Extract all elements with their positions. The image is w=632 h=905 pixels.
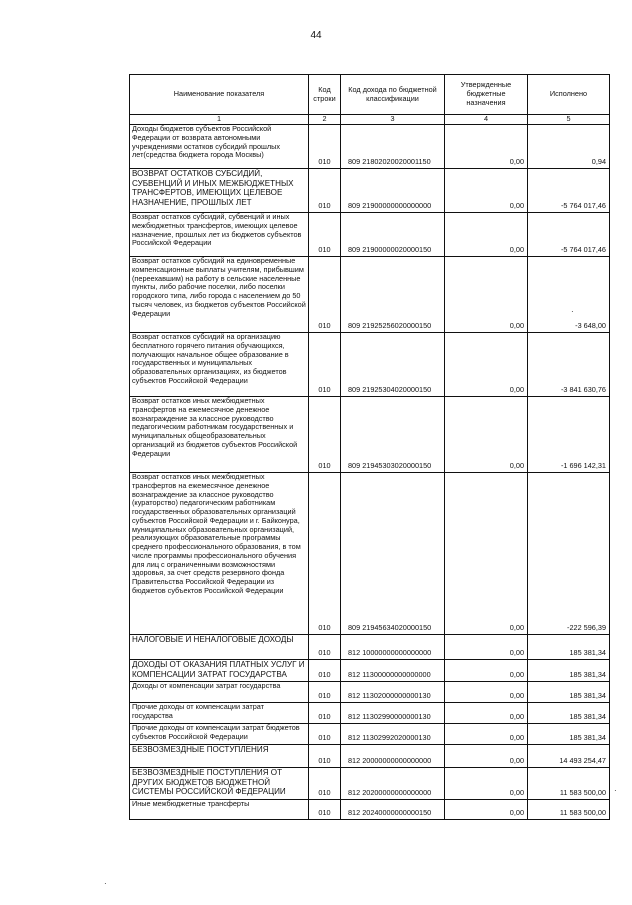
row-executed: -5 764 017,46 <box>528 169 610 213</box>
row-approved: 0,00 <box>445 745 528 768</box>
row-income-code: 812 20200000000000000 <box>341 768 445 800</box>
row-name: Прочие доходы от компенсации затрат государства <box>130 703 309 724</box>
row-executed: -5 764 017,46 <box>528 213 610 257</box>
row-income-code: 812 20240000000000150 <box>341 800 445 820</box>
table-row <box>130 397 610 473</box>
table-row <box>130 169 610 213</box>
row-approved: 0,00 <box>445 473 528 635</box>
row-income-code: 809 21900000020000150 <box>341 213 445 257</box>
col-number: 5 <box>528 115 610 125</box>
row-executed: 0,94 <box>528 125 610 169</box>
row-name: Доходы бюджетов субъектов Российской Федерации от возврата автономными учреждениями остатков субсидий прошлых лет(средства бюджета города Москвы) <box>130 125 309 169</box>
page-number: 44 <box>310 30 322 41</box>
row-executed: -1 696 142,31 <box>528 397 610 473</box>
col-number: 2 <box>309 115 341 125</box>
scan-speck: · <box>104 879 107 888</box>
row-executed: 11 583 500,00 <box>528 768 610 800</box>
col-number: 3 <box>341 115 445 125</box>
row-name: ВОЗВРАТ ОСТАТКОВ СУБСИДИЙ, СУБВЕНЦИЙ И ИНЫХ МЕЖБЮДЖЕТНЫХ ТРАНСФЕРТОВ, ИМЕЮЩИХ ЦЕЛЕВОЕ НАЗНАЧЕНИЕ, ПРОШЛЫХ ЛЕТ <box>130 169 309 213</box>
row-code: 010 <box>309 724 341 745</box>
row-name: Возврат остатков иных межбюджетных трансфертов на ежемесячное денежное вознаграждение за классное руководство педагогическим работникам государственных и муниципальных общеобразовательных организаций из бюджетов субъектов Российской Федерации <box>130 397 309 473</box>
table-row <box>130 800 610 820</box>
row-approved: 0,00 <box>445 703 528 724</box>
row-code: 010 <box>309 800 341 820</box>
row-approved: 0,00 <box>445 682 528 703</box>
row-code: 010 <box>309 169 341 213</box>
row-name: Прочие доходы от компенсации затрат бюджетов субъектов Российской Федерации <box>130 724 309 745</box>
row-code: 010 <box>309 125 341 169</box>
row-code: 010 <box>309 473 341 635</box>
row-code: 010 <box>309 213 341 257</box>
col-number: 1 <box>130 115 309 125</box>
table-row <box>130 660 610 682</box>
row-approved: 0,00 <box>445 257 528 333</box>
header-code: Код строки <box>309 75 341 115</box>
header-executed: Исполнено <box>528 75 610 115</box>
row-approved: 0,00 <box>445 724 528 745</box>
row-executed: 11 583 500,00 <box>528 800 610 820</box>
table-row <box>130 257 610 333</box>
table-row <box>130 724 610 745</box>
row-name: Доходы от компенсации затрат государства <box>130 682 309 703</box>
row-approved: 0,00 <box>445 213 528 257</box>
table-row <box>130 473 610 635</box>
row-approved: 0,00 <box>445 333 528 397</box>
table-row <box>130 213 610 257</box>
header-approved: Утвержденные бюджетные назначения <box>445 75 528 115</box>
row-executed: 14 493 254,47 <box>528 745 610 768</box>
row-approved: 0,00 <box>445 768 528 800</box>
row-executed: -222 596,39 <box>528 473 610 635</box>
row-approved: 0,00 <box>445 635 528 660</box>
row-code: 010 <box>309 703 341 724</box>
row-name: ДОХОДЫ ОТ ОКАЗАНИЯ ПЛАТНЫХ УСЛУГ И КОМПЕНСАЦИИ ЗАТРАТ ГОСУДАРСТВА <box>130 660 309 682</box>
row-code: 010 <box>309 333 341 397</box>
row-code: 010 <box>309 635 341 660</box>
table-row <box>130 768 610 800</box>
row-name: БЕЗВОЗМЕЗДНЫЕ ПОСТУПЛЕНИЯ ОТ ДРУГИХ БЮДЖЕТОВ БЮДЖЕТНОЙ СИСТЕМЫ РОССИЙСКОЙ ФЕДЕРАЦИИ <box>130 768 309 800</box>
table-row <box>130 333 610 397</box>
row-name: Иные межбюджетные трансферты <box>130 800 309 820</box>
row-income-code: 809 21945303020000150 <box>341 397 445 473</box>
row-code: 010 <box>309 257 341 333</box>
row-approved: 0,00 <box>445 660 528 682</box>
table-row <box>130 125 610 169</box>
row-approved: 0,00 <box>445 800 528 820</box>
row-income-code: 812 11302990000000130 <box>341 703 445 724</box>
table-row <box>130 635 610 660</box>
row-approved: 0,00 <box>445 397 528 473</box>
scan-speck: · <box>614 786 617 795</box>
table-row <box>130 745 610 768</box>
row-code: 010 <box>309 397 341 473</box>
row-code: 010 <box>309 768 341 800</box>
header-name: Наименование показателя <box>130 75 309 115</box>
row-income-code: 809 21925304020000150 <box>341 333 445 397</box>
row-executed: -3 841 630,76 <box>528 333 610 397</box>
row-income-code: 809 21945634020000150 <box>341 473 445 635</box>
row-income-code: 812 11302000000000130 <box>341 682 445 703</box>
row-name: НАЛОГОВЫЕ И НЕНАЛОГОВЫЕ ДОХОДЫ <box>130 635 309 660</box>
row-income-code: 809 21925256020000150 <box>341 257 445 333</box>
row-approved: 0,00 <box>445 125 528 169</box>
row-name: БЕЗВОЗМЕЗДНЫЕ ПОСТУПЛЕНИЯ <box>130 745 309 768</box>
row-executed: 185 381,34 <box>528 635 610 660</box>
row-executed: -3 648,00 <box>528 257 610 333</box>
row-name: Возврат остатков субсидий на единовременные компенсационные выплаты учителям, прибывшим (переехавшим) на работу в сельские населенные пункты, либо рабочие поселки, либо поселки городского типа, либо города с населением до 50 тысяч человек, из бюджетов субъектов Российской Федерации <box>130 257 309 333</box>
row-income-code: 812 11302992020000130 <box>341 724 445 745</box>
table-row <box>130 682 610 703</box>
budget-table <box>129 74 610 820</box>
row-executed: 185 381,34 <box>528 703 610 724</box>
row-code: 010 <box>309 660 341 682</box>
row-code: 010 <box>309 745 341 768</box>
header-income-code: Код дохода по бюджетной классификации <box>341 75 445 115</box>
row-income-code: 809 21900000000000000 <box>341 169 445 213</box>
row-executed: 185 381,34 <box>528 682 610 703</box>
col-number: 4 <box>445 115 528 125</box>
row-code: 010 <box>309 682 341 703</box>
row-name: Возврат остатков иных межбюджетных трансфертов на ежемесячное денежное вознаграждение за классное руководство (кураторство) педагогическим работникам государственных образовательных организаций субъектов Российской Федерации и г. Байконура, муниципальных образовательных организаций, реализующих образовательные программы среднего профессионального образования, в том числе программы профессионального обучения для лиц с ограниченными возможностями здоровья, за счет средств резервного фонда Правительства Российской Федерации из бюджетов субъектов Российской Федерации <box>130 473 309 635</box>
row-income-code: 812 11300000000000000 <box>341 660 445 682</box>
row-name: Возврат остатков субсидий на организацию бесплатного горячего питания обучающихся, получающих начальное общее образование в государственных и муниципальных образовательных организациях, из бюджетов субъектов Российской Федерации <box>130 333 309 397</box>
row-income-code: 812 10000000000000000 <box>341 635 445 660</box>
table-row <box>130 703 610 724</box>
row-income-code: 809 21802020020001150 <box>341 125 445 169</box>
row-approved: 0,00 <box>445 169 528 213</box>
row-name: Возврат остатков субсидий, субвенций и иных межбюджетных трансфертов, имеющих целевое назначение, прошлых лет из бюджетов субъектов Российской Федерации <box>130 213 309 257</box>
row-executed: 185 381,34 <box>528 724 610 745</box>
row-executed: 185 381,34 <box>528 660 610 682</box>
row-income-code: 812 20000000000000000 <box>341 745 445 768</box>
scan-speck: · <box>571 307 574 316</box>
